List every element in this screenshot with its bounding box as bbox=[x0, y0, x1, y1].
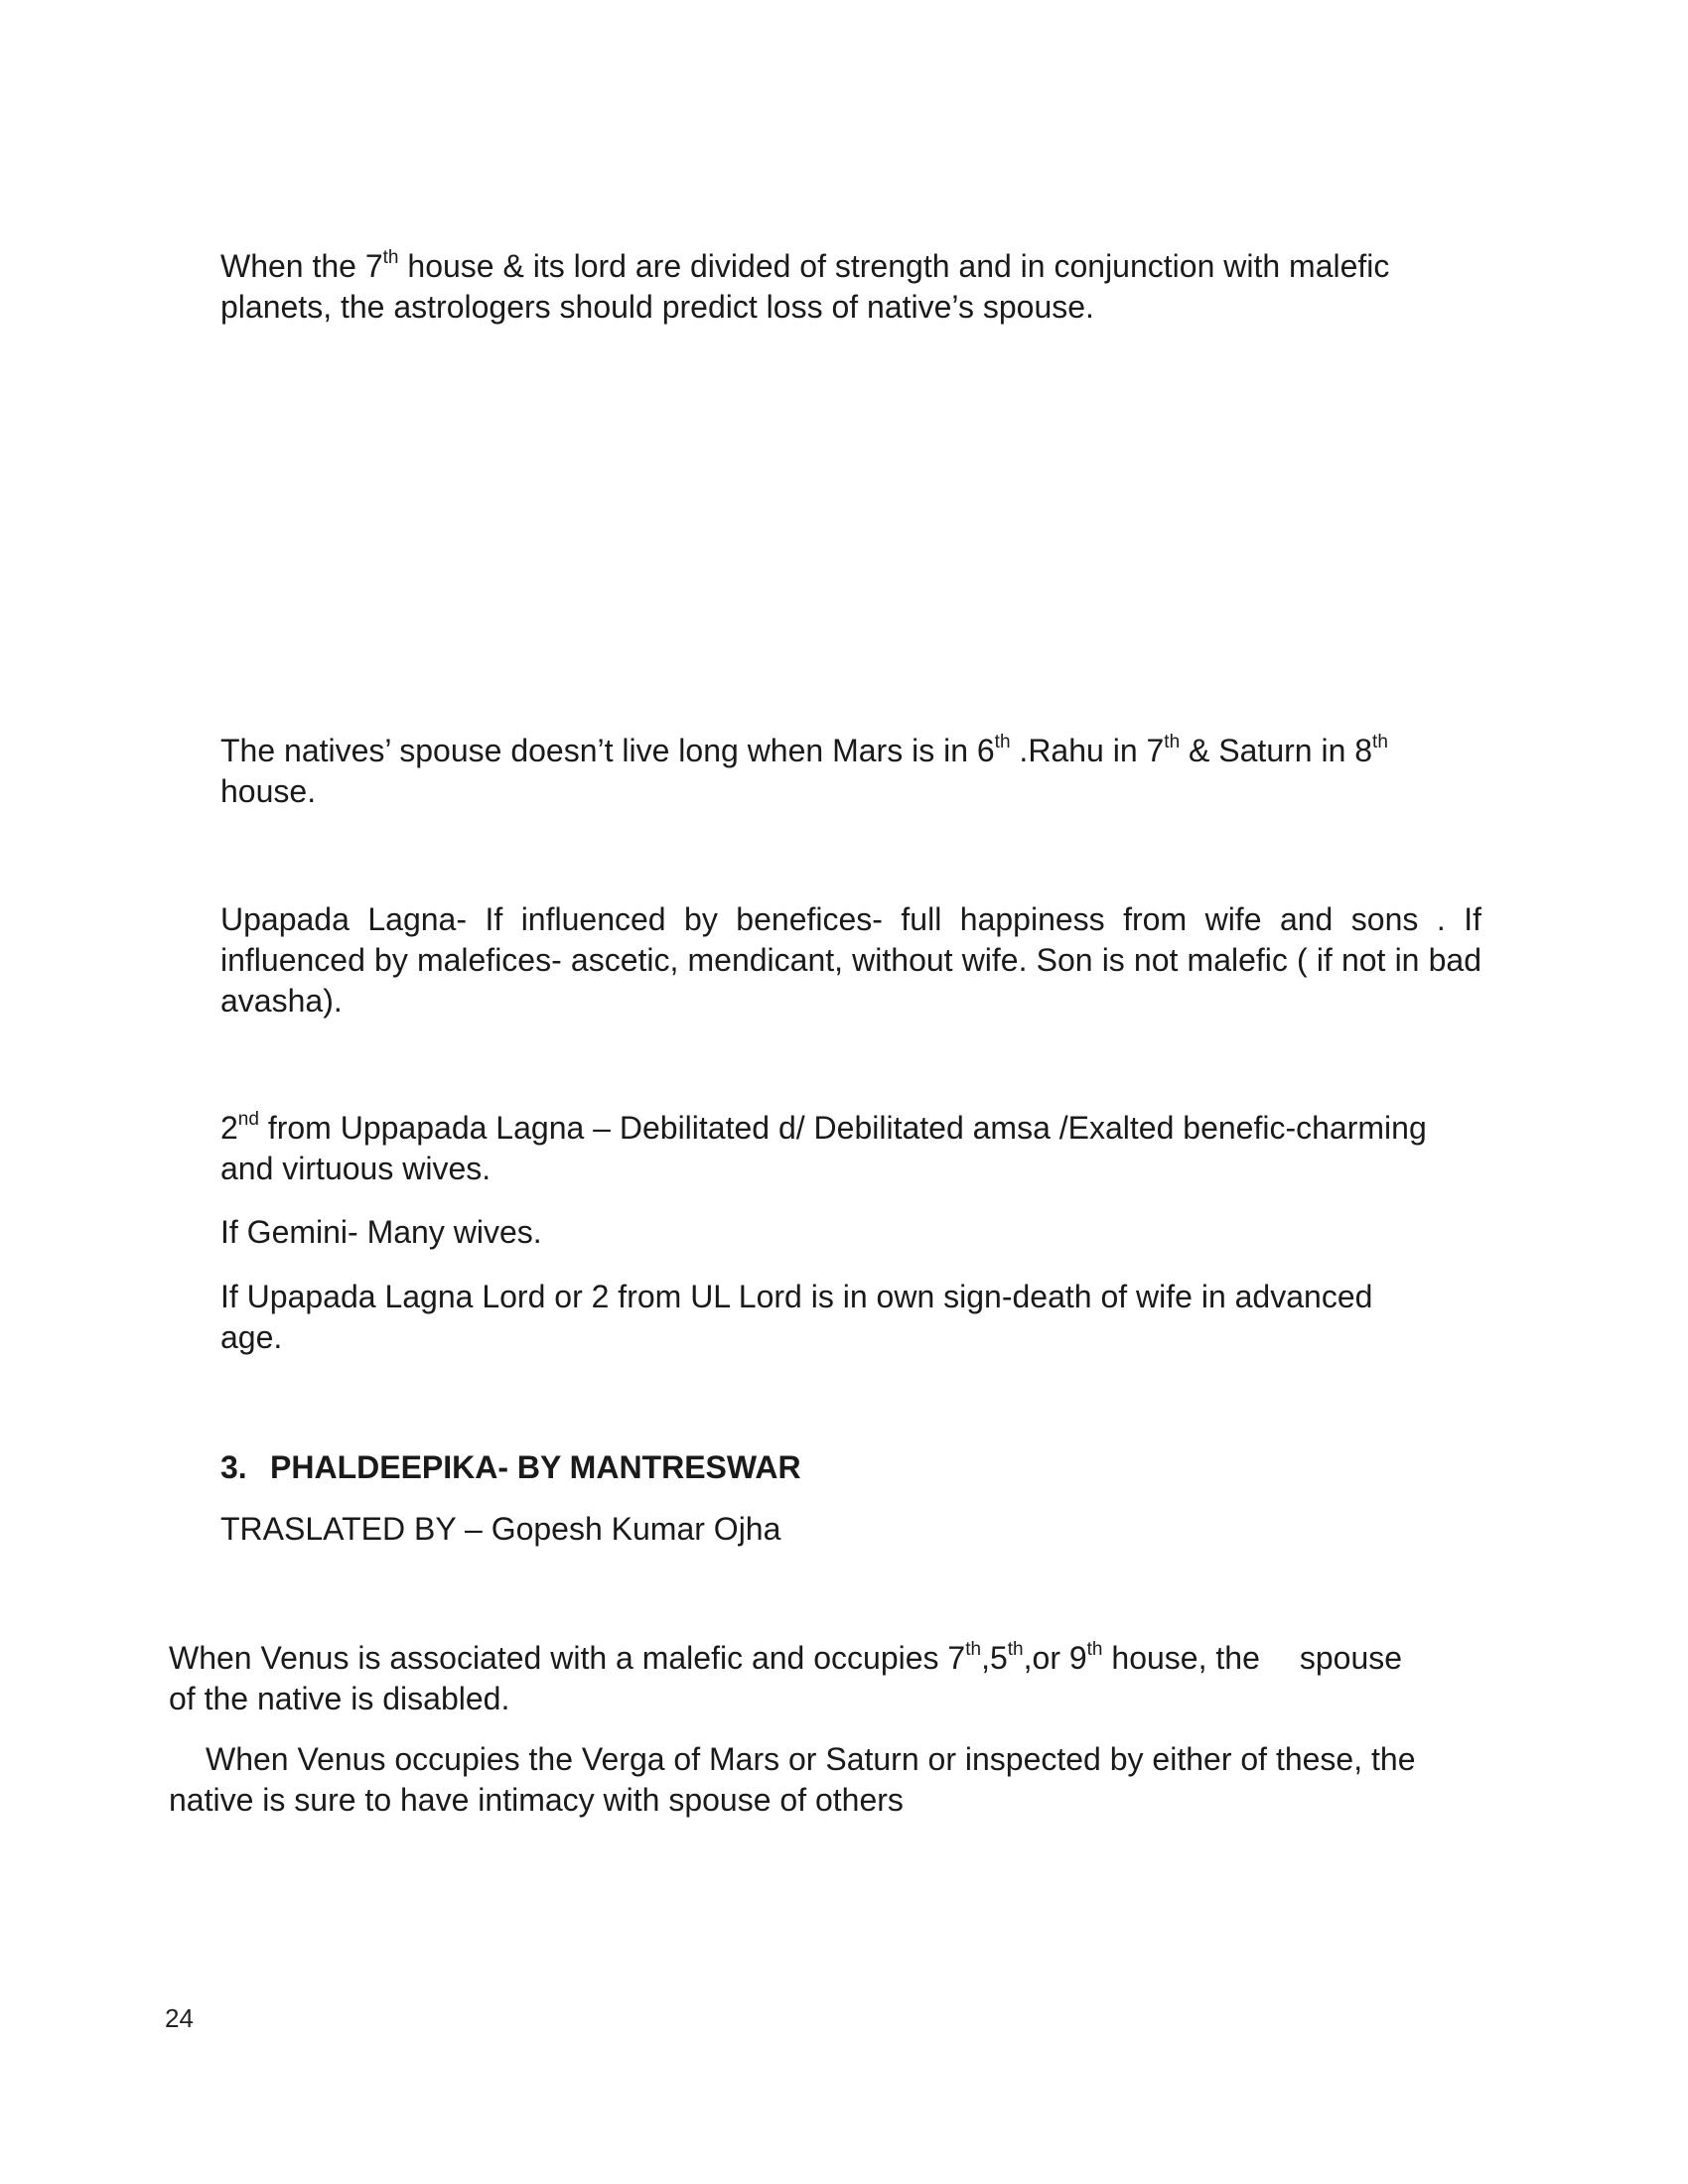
paragraph-seventh-house-lord bbox=[220, 246, 1481, 328]
paragraph-spouse-longevity bbox=[220, 731, 1481, 812]
paragraph-upapada-lord bbox=[220, 1277, 1481, 1358]
text-line: age. bbox=[220, 1319, 283, 1355]
paragraph-gemini bbox=[220, 1212, 1481, 1253]
text-line: planets, the astrologers should predict loss of native’s spouse. bbox=[220, 289, 1094, 325]
text-line: If Upapada Lagna Lord or 2 from UL Lord is in own sign-death of wife in advanced bbox=[220, 1279, 1373, 1314]
paragraph-upapada-lagna bbox=[220, 899, 1481, 1022]
translator-credit: TRASLATED BY – Gopesh Kumar Ojha bbox=[220, 1511, 781, 1547]
text-line: The natives’ spouse doesn’t live long when Mars is in 6th .Rahu in 7th & Saturn in 8th bbox=[220, 732, 1388, 768]
text-line: 2nd from Uppapada Lagna – Debilitated d/ Debilitated amsa /Exalted benefic-charming bbox=[220, 1109, 1427, 1146]
page-number: 24 bbox=[165, 2003, 194, 2033]
paragraph-text: Upapada Lagna- If influenced by benefices- full happiness from wife and sons . If influenced by malefices- ascetic, mendicant, without wife. Son is not malefic ( if not in bad avasha). bbox=[220, 901, 1481, 1019]
text-line: of the native is disabled. bbox=[169, 1681, 510, 1716]
paragraph-venus-verga bbox=[169, 1739, 1484, 1821]
text-line: and virtuous wives. bbox=[220, 1151, 492, 1186]
text-line: When Venus is associated with a malefic and occupies 7th,5th,or 9th house, the spouse bbox=[169, 1639, 1403, 1676]
section-heading bbox=[220, 1447, 1481, 1488]
text-line: When Venus occupies the Verga of Mars or Saturn or inspected by either of these, the bbox=[206, 1741, 1416, 1777]
section-title: PHALDEEPIKA- BY MANTRESWAR bbox=[270, 1449, 801, 1485]
paragraph-venus-malefic bbox=[169, 1638, 1484, 1719]
text-line: native is sure to have intimacy with spouse of others bbox=[169, 1782, 904, 1818]
text-line: When the 7th house & its lord are divided of strength and in conjunction with malefic bbox=[220, 247, 1390, 284]
paragraph-second-from-upapada bbox=[220, 1108, 1481, 1189]
paragraph-text: If Gemini- Many wives. bbox=[220, 1214, 542, 1250]
section-number: 3. bbox=[220, 1449, 247, 1485]
text-line: house. bbox=[220, 773, 317, 809]
